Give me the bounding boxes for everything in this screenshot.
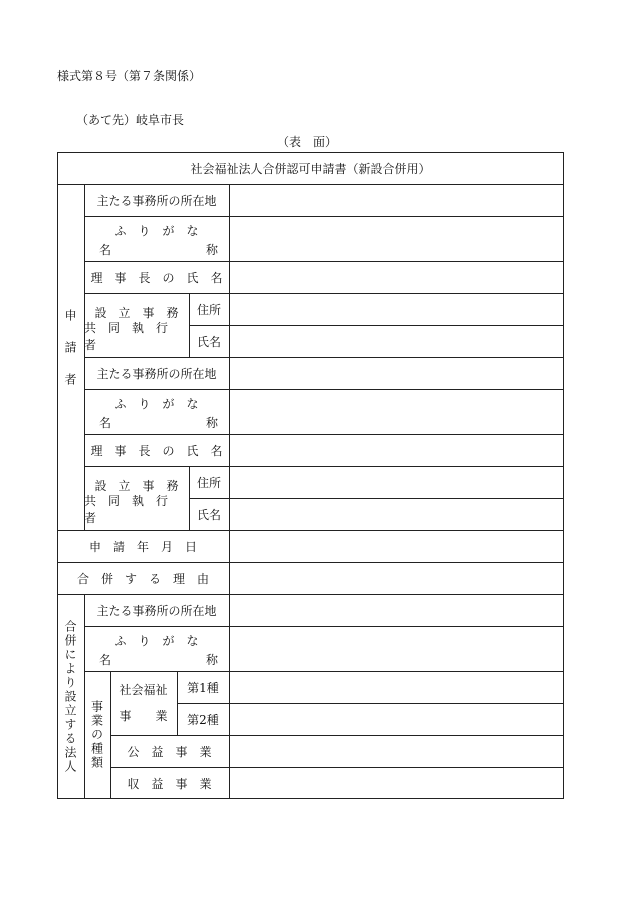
- addressee: （あて先）岐阜市長: [76, 113, 185, 127]
- main-office-input-1[interactable]: [230, 185, 563, 216]
- main-office-label-1: 主たる事務所の所在地: [96, 193, 217, 208]
- name-input-2[interactable]: [230, 390, 563, 434]
- chairman-input-2[interactable]: [230, 435, 563, 466]
- furigana-label-2: ふ り が な: [114, 396, 199, 411]
- chairman-input-1[interactable]: [230, 262, 563, 293]
- chairman-label-1: 理 事 長 の 氏 名: [90, 270, 223, 285]
- application-date-label: 申 請 年 月 日: [88, 539, 197, 554]
- profit-business-label: 収 益 事 業: [127, 776, 212, 791]
- exec-address-input-1[interactable]: [230, 294, 563, 325]
- type1-input[interactable]: [230, 672, 563, 703]
- applicant-label: 申請者: [63, 309, 77, 405]
- public-interest-input[interactable]: [230, 736, 563, 767]
- name-label-right-3: 称: [205, 652, 218, 667]
- name-label-left-1: 名: [98, 242, 111, 257]
- name-label-left-3: 名: [98, 652, 111, 667]
- address-label-2: 住所: [196, 475, 221, 490]
- name-label-left-2: 名: [98, 415, 111, 430]
- side-label: （表 面）: [277, 135, 338, 149]
- name-label-right-2: 称: [205, 415, 218, 430]
- person-name-label-1: 氏名: [196, 334, 221, 349]
- main-office-label-3: 主たる事務所の所在地: [96, 603, 217, 618]
- name-input-1[interactable]: [230, 217, 563, 261]
- chairman-label-2: 理 事 長 の 氏 名: [90, 443, 223, 458]
- form-number: 様式第８号（第７条関係）: [57, 69, 202, 83]
- exec-address-input-2[interactable]: [230, 467, 563, 498]
- exec-name-input-2[interactable]: [230, 499, 563, 530]
- exec-label-line2-2: 共 同 執 行 者: [84, 494, 181, 525]
- exec-label-line2-1: 共 同 執 行 者: [84, 321, 181, 352]
- name-label-right-1: 称: [205, 242, 218, 257]
- public-interest-label: 公 益 事 業: [127, 744, 212, 759]
- exec-label-line1-1: 設 立 事 務: [94, 305, 179, 320]
- application-form-table: [57, 152, 564, 799]
- application-date-input[interactable]: [230, 531, 563, 562]
- type2-input[interactable]: [230, 704, 563, 735]
- furigana-label-3: ふ り が な: [114, 633, 199, 648]
- form-title: 社会福祉法人合併認可申請書（新設合併用）: [190, 161, 431, 176]
- person-name-label-2: 氏名: [196, 507, 221, 522]
- exec-label-line1-2: 設 立 事 務: [94, 478, 179, 493]
- merger-reason-label: 合 併 す る 理 由: [76, 571, 209, 586]
- exec-name-input-1[interactable]: [230, 326, 563, 357]
- new-corp-label: 合併により設立する法人: [63, 619, 77, 774]
- furigana-label-1: ふ り が な: [114, 223, 199, 238]
- type1-label: 第1種: [187, 680, 219, 695]
- merger-reason-input[interactable]: [230, 563, 563, 594]
- social-welfare-line2: 事 業: [119, 708, 168, 723]
- social-welfare-line1: 社会福祉: [119, 682, 168, 697]
- main-office-input-2[interactable]: [230, 358, 563, 389]
- name-input-3[interactable]: [230, 627, 563, 671]
- type2-label: 第2種: [187, 712, 219, 727]
- main-office-label-2: 主たる事務所の所在地: [96, 366, 217, 381]
- address-label-1: 住所: [196, 302, 221, 317]
- main-office-input-3[interactable]: [230, 595, 563, 626]
- business-types-label: 事業の種類: [89, 700, 104, 770]
- profit-business-input[interactable]: [230, 768, 563, 798]
